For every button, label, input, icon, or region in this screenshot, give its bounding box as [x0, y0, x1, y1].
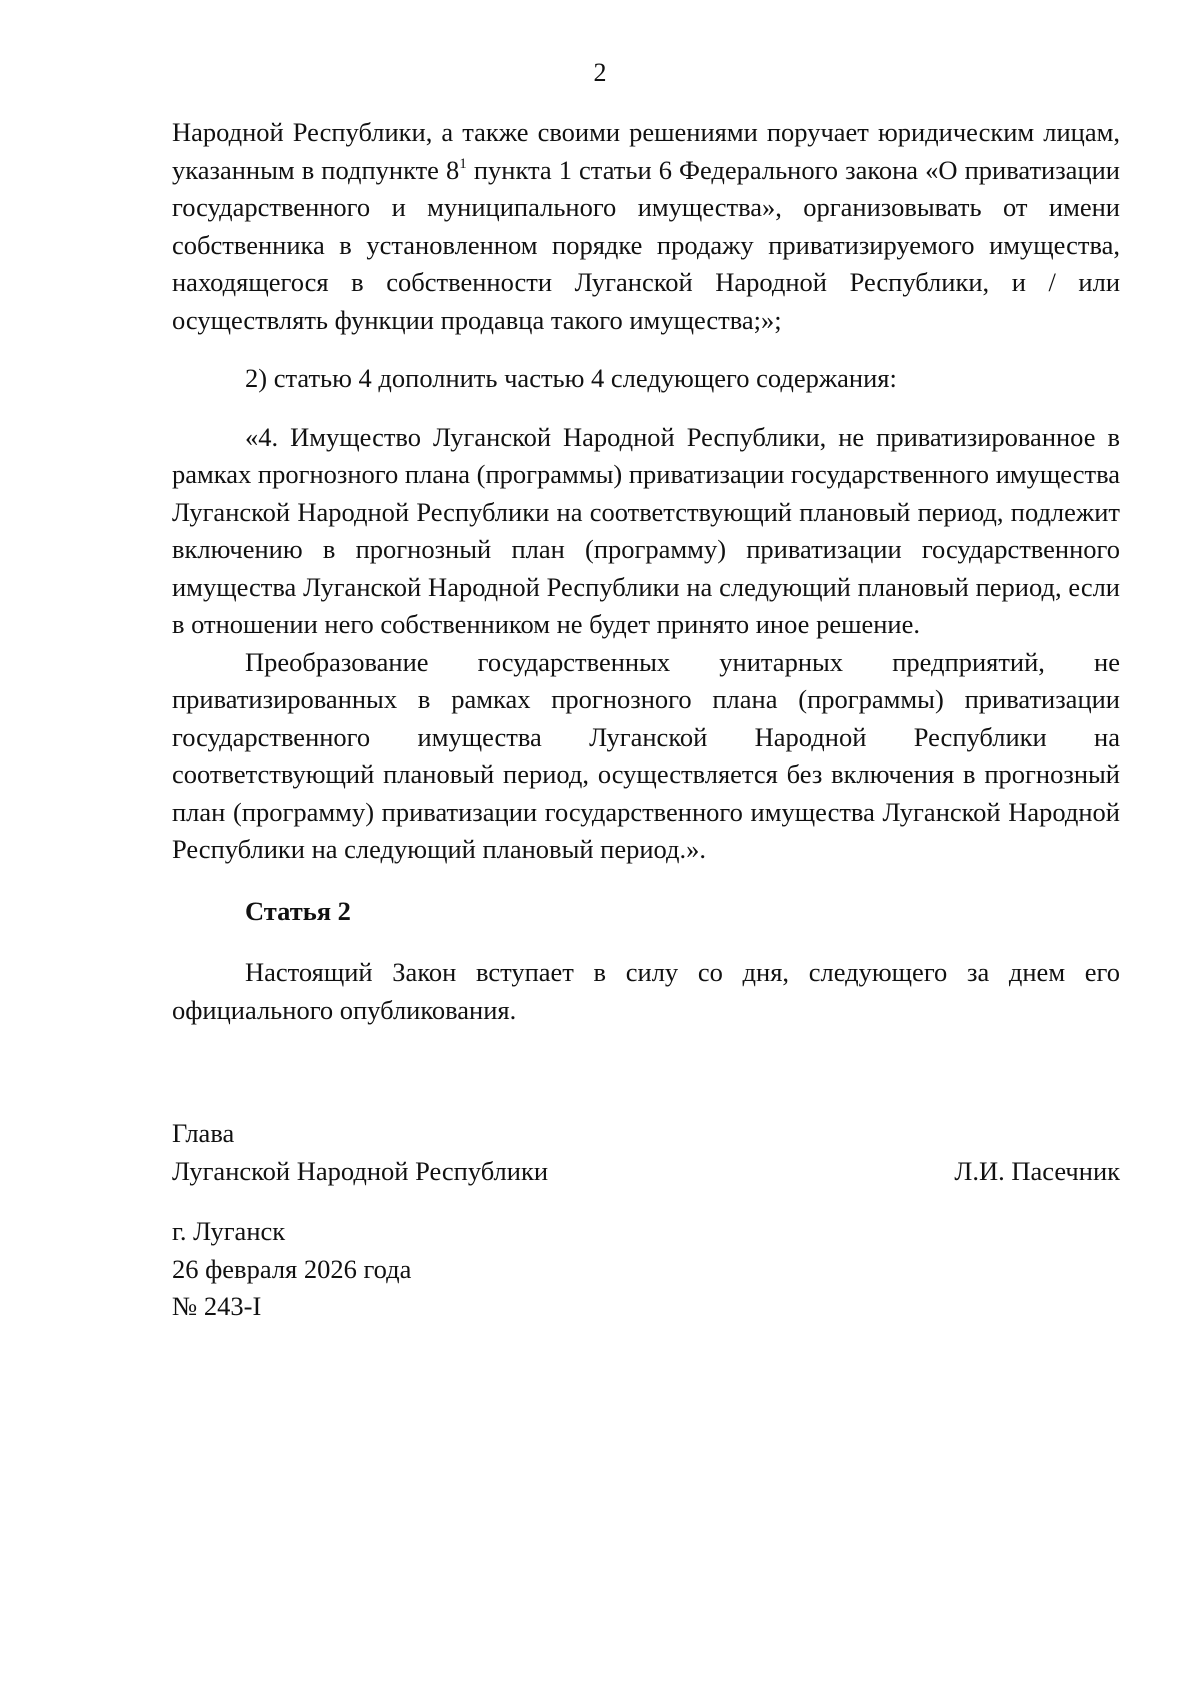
paragraph-3: «4. Имущество Луганской Народной Республики, не приватизированное в рамках прогнозного плана (программы) приватизации государственного имущества Луганской Народной Республики на соответствующий плановый период, подлежит включению в прогнозный план (программу) приватизации государственного имущества Луганской Народной Республики на следующий плановый период, если в отношении него собственником не будет принято иное решение.	[172, 421, 1120, 639]
signature-block	[172, 1115, 1120, 1190]
paragraph-5: Настоящий Закон вступает в силу со дня, следующего за днем его официального опубликования.	[172, 957, 1120, 1025]
paragraph-2: 2) статью 4 дополнить частью 4 следующего содержания:	[245, 363, 897, 393]
city: г. Луганск	[172, 1216, 286, 1246]
paragraph-4: Преобразование государственных унитарных предприятий, не приватизированных в рамках прогнозного плана (программы) приватизации государственного имущества Луганской Народной Республики на соответствующий плановый период, осуществляется без включения в прогнозный план (программу) приватизации государственного имущества Луганской Народной Республики на следующий плановый период.».	[172, 646, 1120, 864]
signature-row	[172, 1153, 1120, 1191]
superscript-marker: 1	[459, 155, 467, 172]
page-number: 2	[593, 58, 607, 87]
signatory-name: Л.И. Пасечник	[954, 1155, 1120, 1186]
law-number: № 243-I	[172, 1291, 262, 1321]
signatory-title-line-2: Луганской Народной Республики	[172, 1155, 549, 1186]
signatory-title-line-1: Глава	[172, 1118, 235, 1148]
document-body	[172, 114, 1120, 1029]
paragraph-1-text-start: Народной Республики, а также своими решениями поручает юридическим лицам, указанным в подпункте 8	[172, 117, 1120, 185]
paragraph-1	[172, 114, 1120, 339]
date: 26 февраля 2026 года	[172, 1253, 412, 1284]
article-heading: Статья 2	[245, 895, 351, 926]
paragraph-1-text-end: пункта 1 статьи 6 Федерального закона «О приватизации государственного и муниципального имущества», организовывать от имени собственника в установленном порядке продажу приватизируемого имущества, находящегося в собственности Луганской Народной Республики, и / или осуществлять функции продавца такого имущества;»;	[172, 154, 1120, 335]
place-date-block	[172, 1213, 772, 1326]
